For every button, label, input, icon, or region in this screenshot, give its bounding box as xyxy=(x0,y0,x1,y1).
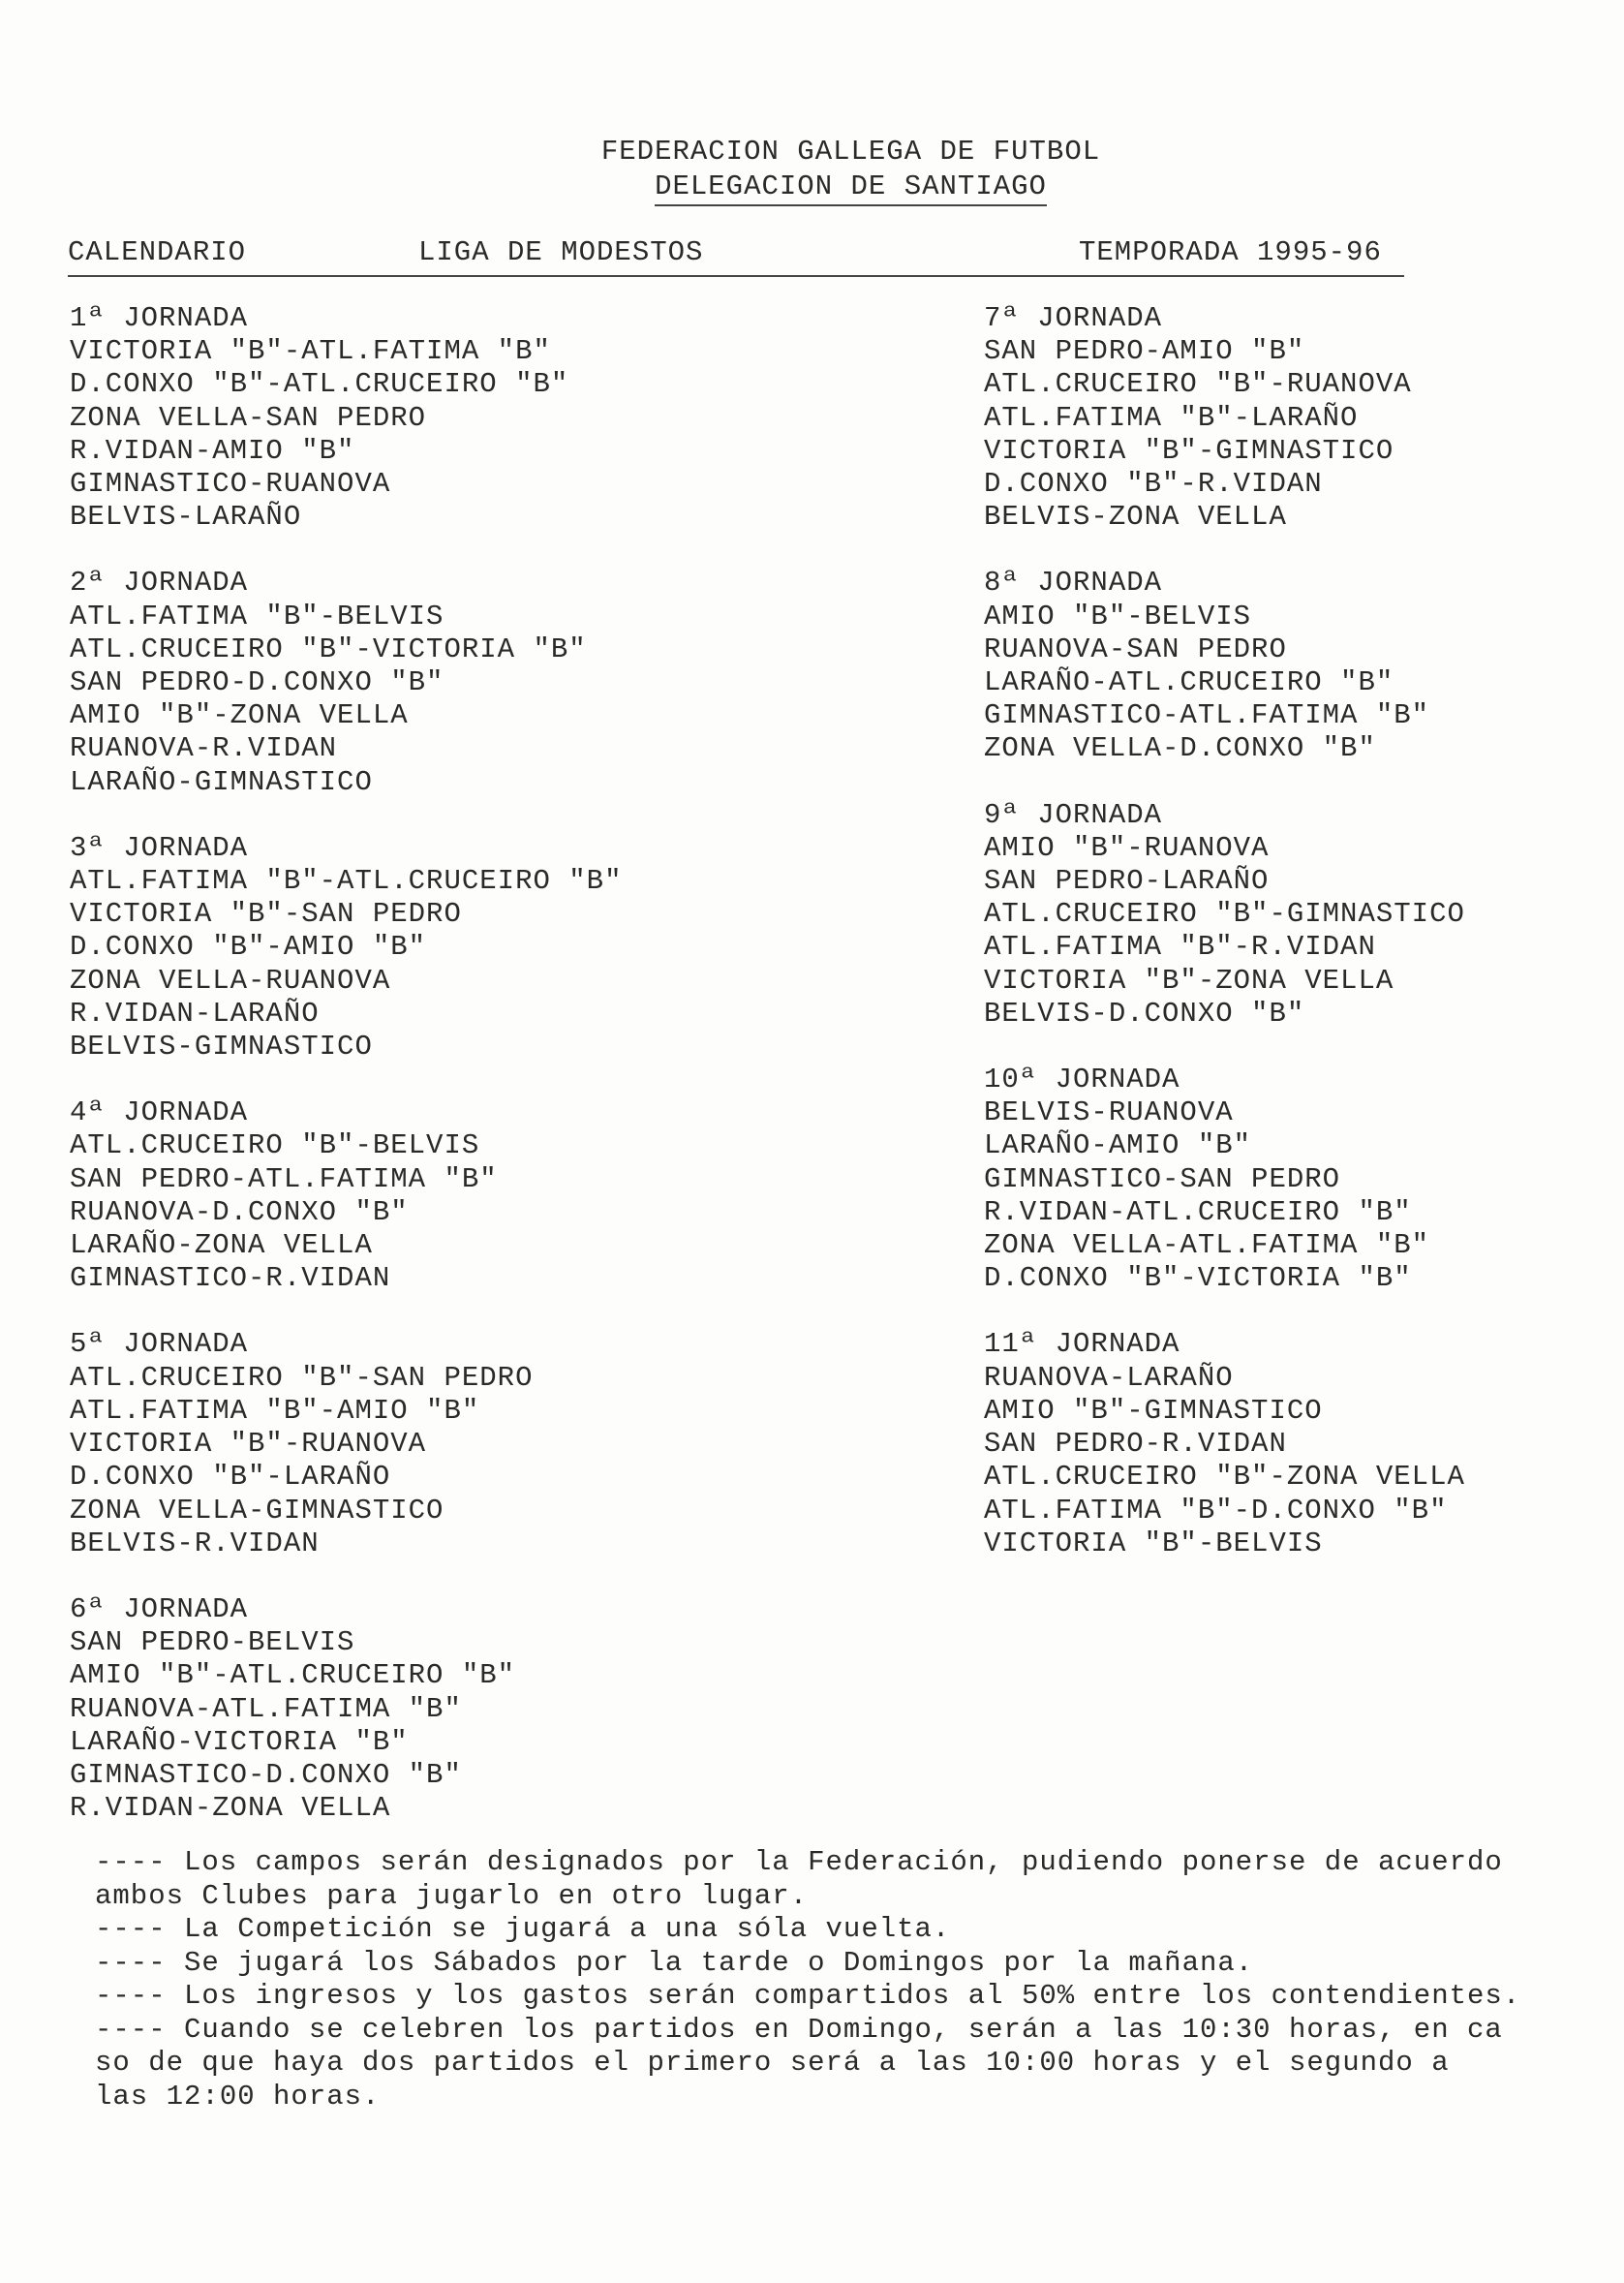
jornada-block xyxy=(70,1328,623,1559)
jornada-block xyxy=(70,302,623,534)
match-line: R.VIDAN-ZONA VELLA xyxy=(70,1792,391,1825)
match-line: ATL.FATIMA "B"-LARAÑO xyxy=(984,401,1359,434)
match-line: ATL.CRUCEIRO "B"-GIMNASTICO xyxy=(984,898,1465,931)
jornada-title: 6ª JORNADA xyxy=(70,1592,249,1625)
delegation-title: DELEGACION DE SANTIAGO xyxy=(655,170,1047,206)
match-line: D.CONXO "B"-AMIO "B" xyxy=(70,931,427,964)
match-line: GIMNASTICO-R.VIDAN xyxy=(70,1262,391,1295)
jornada-block xyxy=(984,302,1465,534)
jornada-block xyxy=(984,567,1465,765)
match-line: ATL.CRUCEIRO "B"-RUANOVA xyxy=(984,368,1412,401)
match-line: RUANOVA-D.CONXO "B" xyxy=(70,1195,409,1228)
match-line: R.VIDAN-AMIO "B" xyxy=(70,434,355,467)
match-line: ATL.CRUCEIRO "B"-SAN PEDRO xyxy=(70,1361,534,1394)
jornada-block xyxy=(984,1328,1465,1559)
note-line: ---- La Competición se jugará a una sóla vuelta. xyxy=(95,1913,951,1945)
match-line: BELVIS-LARAÑO xyxy=(70,501,302,534)
match-line: SAN PEDRO-ATL.FATIMA "B" xyxy=(70,1162,498,1195)
rules-notes xyxy=(95,1846,1606,2113)
note-line: ---- Los ingresos y los gastos serán compartidos al 50% entre los contendientes. xyxy=(95,1980,1521,2012)
match-line: ZONA VELLA-RUANOVA xyxy=(70,964,391,997)
match-line: GIMNASTICO-SAN PEDRO xyxy=(984,1162,1341,1195)
jornada-block xyxy=(984,799,1465,1031)
match-line: LARAÑO-VICTORIA "B" xyxy=(70,1725,409,1758)
match-line: BELVIS-RUANOVA xyxy=(984,1096,1234,1129)
match-line: GIMNASTICO-D.CONXO "B" xyxy=(70,1758,462,1791)
match-line: SAN PEDRO-BELVIS xyxy=(70,1626,355,1659)
match-line: ZONA VELLA-ATL.FATIMA "B" xyxy=(984,1229,1430,1262)
match-line: SAN PEDRO-LARAÑO xyxy=(984,865,1270,898)
jornada-title: 2ª JORNADA xyxy=(70,567,249,600)
jornada-title: 10ª JORNADA xyxy=(984,1064,1180,1096)
match-line: VICTORIA "B"-SAN PEDRO xyxy=(70,898,462,931)
subheader-calendar: CALENDARIO xyxy=(68,236,247,268)
calendar-subheader xyxy=(68,236,1404,277)
match-line: LARAÑO-GIMNASTICO xyxy=(70,765,373,798)
match-line: D.CONXO "B"-ATL.CRUCEIRO "B" xyxy=(70,368,569,401)
jornada-block xyxy=(70,567,623,798)
match-line: ATL.FATIMA "B"-AMIO "B" xyxy=(70,1394,480,1427)
match-line: BELVIS-D.CONXO "B" xyxy=(984,997,1305,1030)
fixtures-left-column xyxy=(70,302,623,1858)
match-line: SAN PEDRO-AMIO "B" xyxy=(984,335,1305,368)
subheader-league: LIGA DE MODESTOS xyxy=(418,236,704,268)
jornada-block xyxy=(984,1064,1465,1295)
note-line: ---- Los campos serán designados por la Federación, pudiendo ponerse de acuerdo xyxy=(95,1846,1503,1878)
jornada-title: 5ª JORNADA xyxy=(70,1328,249,1361)
match-line: RUANOVA-SAN PEDRO xyxy=(984,632,1287,665)
match-line: ATL.FATIMA "B"-BELVIS xyxy=(70,600,444,632)
jornada-title: 7ª JORNADA xyxy=(984,302,1163,334)
match-line: ATL.FATIMA "B"-D.CONXO "B" xyxy=(984,1494,1448,1527)
match-line: SAN PEDRO-R.VIDAN xyxy=(984,1428,1287,1461)
jornada-title: 8ª JORNADA xyxy=(984,567,1163,600)
match-line: VICTORIA "B"-ATL.FATIMA "B" xyxy=(70,335,551,368)
note-line: so de que haya dos partidos el primero será a las 10:00 horas y el segundo a xyxy=(95,2047,1450,2079)
match-line: AMIO "B"-ZONA VELLA xyxy=(70,699,409,732)
organization-title: FEDERACION GALLEGA DE FUTBOL xyxy=(600,136,1101,168)
match-line: D.CONXO "B"-LARAÑO xyxy=(70,1461,391,1494)
match-line: GIMNASTICO-ATL.FATIMA "B" xyxy=(984,699,1430,732)
match-line: R.VIDAN-ATL.CRUCEIRO "B" xyxy=(984,1195,1412,1228)
note-line: ambos Clubes para jugarlo en otro lugar. xyxy=(95,1879,809,1912)
match-line: LARAÑO-AMIO "B" xyxy=(984,1129,1252,1162)
note-line: las 12:00 horas. xyxy=(95,2080,381,2113)
match-line: RUANOVA-ATL.FATIMA "B" xyxy=(70,1692,462,1725)
match-line: ATL.FATIMA "B"-ATL.CRUCEIRO "B" xyxy=(70,865,623,898)
match-line: LARAÑO-ATL.CRUCEIRO "B" xyxy=(984,666,1394,699)
match-line: GIMNASTICO-RUANOVA xyxy=(70,468,391,501)
match-line: AMIO "B"-GIMNASTICO xyxy=(984,1394,1323,1427)
jornada-title: 9ª JORNADA xyxy=(984,798,1163,831)
match-line: VICTORIA "B"-BELVIS xyxy=(984,1527,1323,1559)
jornada-block xyxy=(70,1593,623,1825)
match-line: ZONA VELLA-GIMNASTICO xyxy=(70,1494,444,1527)
match-line: ZONA VELLA-D.CONXO "B" xyxy=(984,732,1376,765)
match-line: VICTORIA "B"-RUANOVA xyxy=(70,1428,427,1461)
match-line: LARAÑO-ZONA VELLA xyxy=(70,1229,373,1262)
jornada-block xyxy=(70,832,623,1064)
jornada-title: 4ª JORNADA xyxy=(70,1096,249,1129)
match-line: SAN PEDRO-D.CONXO "B" xyxy=(70,666,444,699)
match-line: ATL.CRUCEIRO "B"-ZONA VELLA xyxy=(984,1461,1465,1494)
match-line: RUANOVA-LARAÑO xyxy=(984,1361,1234,1394)
match-line: D.CONXO "B"-R.VIDAN xyxy=(984,468,1323,501)
match-line: AMIO "B"-ATL.CRUCEIRO "B" xyxy=(70,1659,516,1692)
match-line: VICTORIA "B"-ZONA VELLA xyxy=(984,964,1394,997)
jornada-block xyxy=(70,1096,623,1295)
delegation-title-wrap xyxy=(39,170,1624,202)
jornada-title: 3ª JORNADA xyxy=(70,831,249,864)
jornada-title: 1ª JORNADA xyxy=(70,302,249,334)
match-line: R.VIDAN-LARAÑO xyxy=(70,997,320,1030)
note-line: ---- Cuando se celebren los partidos en Domingo, serán a las 10:30 horas, en ca xyxy=(95,2013,1503,2046)
match-line: ATL.FATIMA "B"-R.VIDAN xyxy=(984,931,1376,964)
match-line: BELVIS-ZONA VELLA xyxy=(984,501,1287,534)
match-line: BELVIS-R.VIDAN xyxy=(70,1527,320,1559)
subheader-season: TEMPORADA 1995-96 xyxy=(1079,236,1382,268)
note-line: ---- Se jugará los Sábados por la tarde o Domingos por la mañana. xyxy=(95,1946,1254,1979)
match-line: BELVIS-GIMNASTICO xyxy=(70,1031,373,1064)
match-line: D.CONXO "B"-VICTORIA "B" xyxy=(984,1262,1412,1295)
fixtures-right-column xyxy=(984,302,1465,1593)
match-line: RUANOVA-R.VIDAN xyxy=(70,732,338,765)
match-line: ZONA VELLA-SAN PEDRO xyxy=(70,401,427,434)
jornada-title: 11ª JORNADA xyxy=(984,1328,1180,1361)
match-line: ATL.CRUCEIRO "B"-BELVIS xyxy=(70,1129,480,1162)
match-line: AMIO "B"-RUANOVA xyxy=(984,831,1270,864)
match-line: VICTORIA "B"-GIMNASTICO xyxy=(984,434,1394,467)
match-line: ATL.CRUCEIRO "B"-VICTORIA "B" xyxy=(70,632,587,665)
match-line: AMIO "B"-BELVIS xyxy=(984,600,1252,632)
